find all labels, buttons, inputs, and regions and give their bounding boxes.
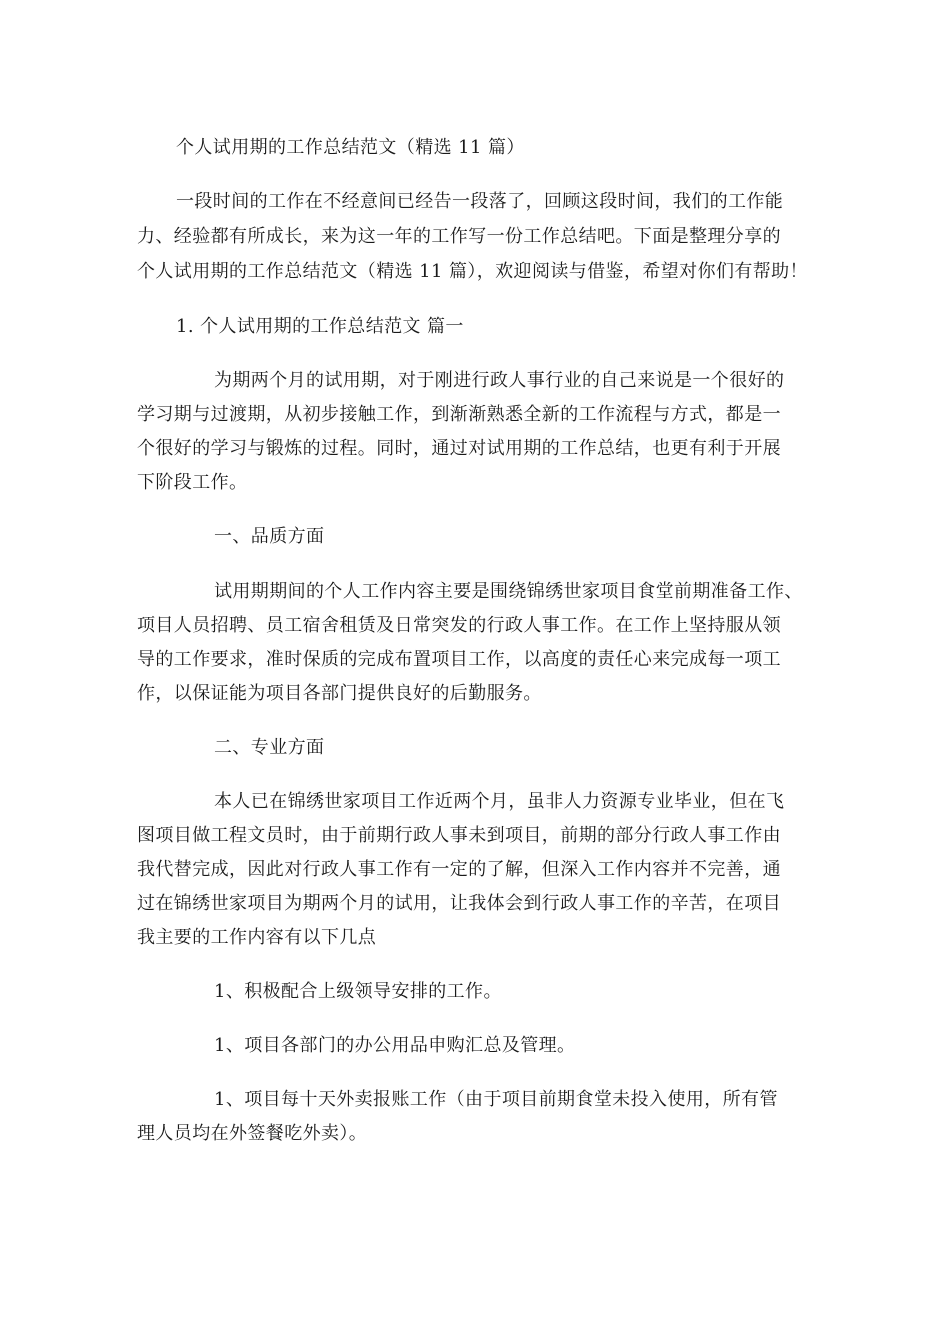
para2-line-1: 试用期期间的个人工作内容主要是围绕锦绣世家项目食堂前期准备工作、 [214, 581, 803, 602]
section-heading: 1. 个人试用期的工作总结范文 篇一 [176, 316, 464, 337]
para2-line-2: 项目人员招聘、员工宿舍租赁及日常突发的行政人事工作。在工作上坚持服从领 [137, 615, 781, 636]
list-item: 1、积极配合上级领导安排的工作。 [214, 981, 502, 1002]
list-item: 1、项目每十天外卖报账工作（由于项目前期食堂未投入使用，所有管 [214, 1089, 778, 1110]
heading-quality: 一、品质方面 [214, 526, 325, 547]
document-title: 个人试用期的工作总结范文（精选 11 篇） [176, 137, 525, 158]
para3-line-4: 过在锦绣世家项目为期两个月的试用，让我体会到行政人事工作的辛苦，在项目 [137, 893, 781, 914]
intro-line-3: 个人试用期的工作总结范文（精选 11 篇），欢迎阅读与借鉴，希望对你们有帮助！ [137, 261, 808, 282]
para3-line-5: 我主要的工作内容有以下几点 [137, 927, 377, 948]
para1-line-2: 学习期与过渡期，从初步接触工作，到渐渐熟悉全新的工作流程与方式，都是一 [137, 404, 781, 425]
para3-line-3: 我代替完成，因此对行政人事工作有一定的了解，但深入工作内容并不完善，通 [137, 859, 781, 880]
para3-line-2: 图项目做工程文员时，由于前期行政人事未到项目，前期的部分行政人事工作由 [137, 825, 781, 846]
list-item: 1、项目各部门的办公用品申购汇总及管理。 [214, 1035, 576, 1056]
para2-line-3: 导的工作要求，准时保质的完成布置项目工作，以高度的责任心来完成每一项工 [137, 649, 781, 670]
para1-line-1: 为期两个月的试用期，对于刚进行政人事行业的自己来说是一个很好的 [214, 370, 785, 391]
intro-line-1: 一段时间的工作在不经意间已经告一段落了，回顾这段时间，我们的工作能 [176, 191, 784, 212]
para1-line-4: 下阶段工作。 [137, 472, 248, 493]
heading-professional: 二、专业方面 [214, 737, 325, 758]
para3-line-1: 本人已在锦绣世家项目工作近两个月，虽非人力资源专业毕业，但在飞 [214, 791, 785, 812]
intro-line-2: 力、经验都有所成长，来为这一年的工作写一份工作总结吧。下面是整理分享的 [137, 226, 781, 247]
para2-line-4: 作，以保证能为项目各部门提供良好的后勤服务。 [137, 683, 542, 704]
para1-line-3: 个很好的学习与锻炼的过程。同时，通过对试用期的工作总结，也更有利于开展 [137, 438, 781, 459]
list-item-continuation: 理人员均在外签餐吃外卖）。 [137, 1123, 368, 1144]
